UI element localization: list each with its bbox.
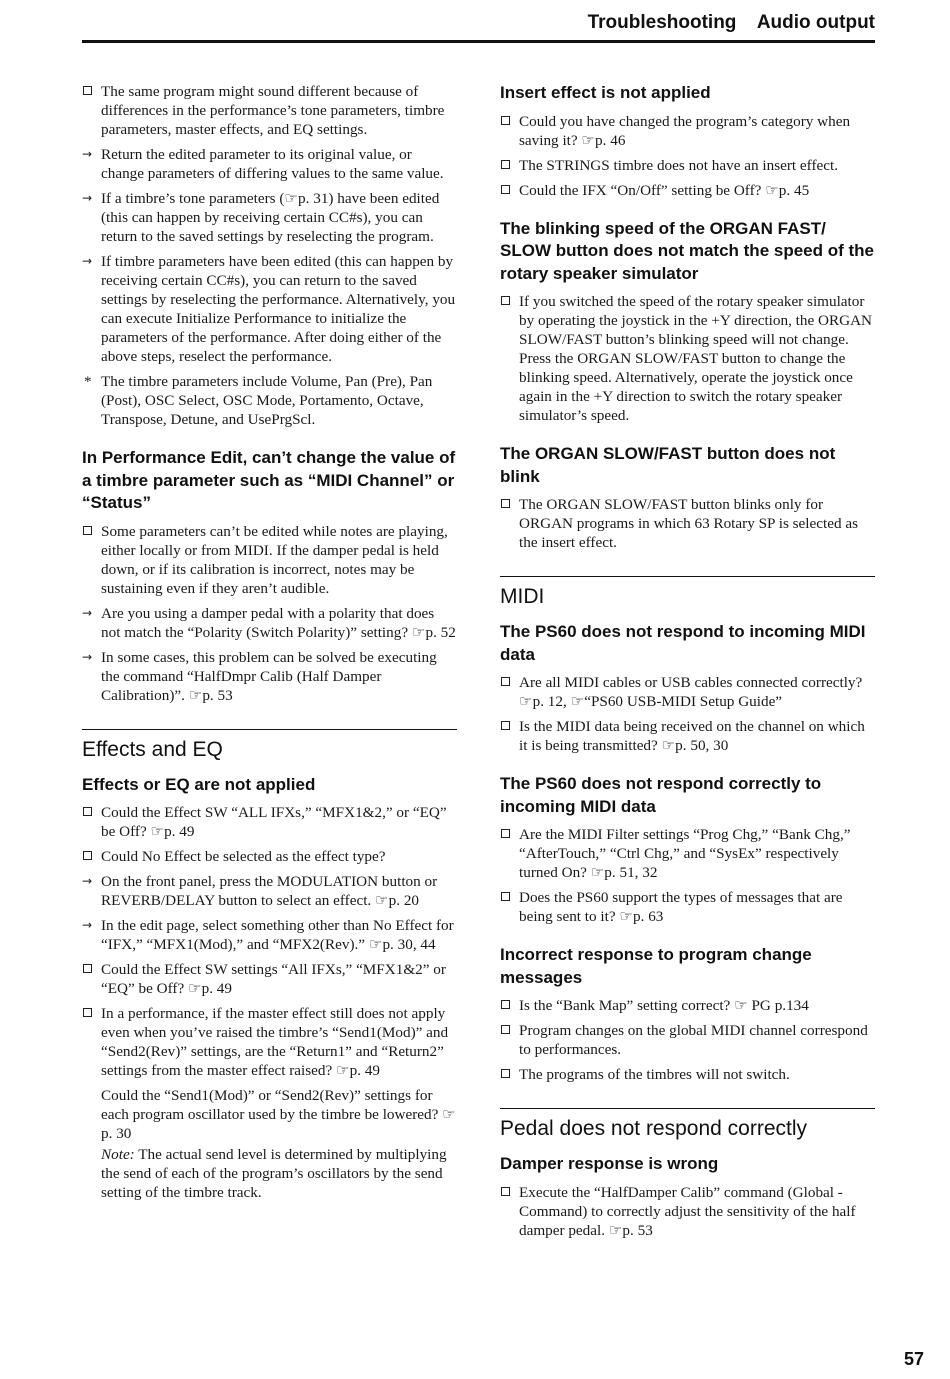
- heading-no-blink: The ORGAN SLOW/FAST button does not blink: [500, 444, 836, 486]
- checkbox-square: [83, 851, 92, 860]
- checkbox-square: [83, 526, 92, 535]
- list-item: [82, 82, 457, 139]
- list-item-text: The STRINGS timbre does not have an insert effect.: [519, 156, 838, 174]
- list-item-text: On the front panel, press the MODULATION button or REVERB/DELAY button to select an effect. ☞p. 20: [101, 873, 438, 909]
- list-item-text: The programs of the timbres will not switch.: [519, 1066, 790, 1083]
- arrow-right-icon: →: [82, 918, 93, 932]
- list-item: [82, 604, 457, 642]
- heading-effects-not-applied: Effects or EQ are not applied: [82, 774, 316, 794]
- list-item: [500, 292, 875, 425]
- list-item-text: Could you have changed the program’s category when saving it? ☞p. 46: [519, 112, 851, 149]
- checkbox-square: [501, 1000, 510, 1009]
- checkbox-square: [501, 1025, 510, 1034]
- list-item: [82, 872, 457, 910]
- section-effects-and-eq: [82, 729, 457, 1203]
- asterisk-icon: *: [84, 373, 92, 390]
- arrow-right-icon: →: [82, 874, 93, 888]
- list-item: [82, 145, 457, 183]
- page-header: [82, 12, 875, 43]
- checkbox-square: [501, 185, 510, 194]
- header-title: Troubleshooting Audio output: [587, 12, 875, 33]
- section-midi: [500, 576, 875, 1084]
- list-item-text: Are the MIDI Filter settings “Prog Chg,” “Bank Chg,” “AfterTouch,” “Ctrl Chg,” and “SysEx” respectively turned On? ☞p. 51, 32: [519, 826, 851, 881]
- section-title-effects: Effects and EQ: [82, 737, 223, 761]
- effects-paragraph: Could the “Send1(Mod)” or “Send2(Rev)” settings for each program oscillator used by the timbre be lowered? ☞p. 30: [101, 1087, 456, 1142]
- list-item-text: Are all MIDI cables or USB cables connected correctly? ☞p. 12, ☞“PS60 USB-MIDI Setup Guide”: [519, 674, 863, 710]
- intro-list: [82, 82, 457, 429]
- note-paragraph: [82, 1145, 457, 1202]
- checkbox-square: [83, 86, 92, 95]
- list-item-text: Some parameters can’t be edited while notes are playing, either locally or from MIDI. If the damper pedal is held down, or if its calibration is incorrect, notes may be sustaining even if they aren’t audible.: [101, 522, 448, 597]
- insert-effect-list: [500, 112, 875, 200]
- midi-incorrect-list: [500, 825, 875, 926]
- checkbox-square: [501, 677, 510, 686]
- list-item: [500, 888, 875, 926]
- effects-list: [82, 803, 457, 1080]
- list-item-text: Does the PS60 support the types of messages that are being sent to it? ☞p. 63: [519, 889, 843, 925]
- checkbox-square: [83, 1008, 92, 1017]
- checkbox-square: [501, 829, 510, 838]
- section-title-midi: MIDI: [500, 585, 545, 608]
- list-item: [500, 112, 875, 150]
- checkbox-square: [501, 296, 510, 305]
- arrow-right-icon: →: [82, 147, 93, 161]
- checkbox-square: [501, 1069, 510, 1078]
- list-item-text: The same program might sound different because of differences in the performance’s tone parameters, timbre parameters, master effects, and EQ settings.: [101, 83, 445, 138]
- list-item-text: Could the Effect SW settings “All IFXs,” “MFX1&2” or “EQ” be Off? ☞p. 49: [101, 961, 446, 997]
- heading-program-change: Incorrect response to program change messages: [500, 945, 812, 987]
- list-item-text: The timbre parameters include Volume, Pan (Pre), Pan (Post), OSC Select, OSC Mode, Portamento, Octave, Transpose, Detune, and UsePrgScl.: [101, 373, 433, 428]
- list-item: [82, 916, 457, 954]
- list-item-text: Are you using a damper pedal with a polarity that does not match the “Polarity (Switch Polarity)” setting? ☞p. 52: [101, 604, 456, 641]
- list-item-text: Return the edited parameter to its original value, or change parameters of differing values to the same value.: [101, 146, 444, 182]
- list-item-text: In a performance, if the master effect still does not apply even when you’ve raised the timbre’s “Send1(Mod)” and “Send2(Rev)” settings, are the “Return1” and “Return2” settings from the master effect raised? ☞p. 49: [101, 1005, 449, 1079]
- right-column: [500, 82, 875, 1246]
- program-change-list: [500, 996, 875, 1084]
- list-item-text: Is the “Bank Map” setting correct? ☞ PG p.134: [519, 997, 809, 1014]
- list-item: [82, 847, 457, 866]
- list-item: [82, 372, 457, 429]
- arrow-right-icon: →: [82, 254, 93, 268]
- checkbox-square: [501, 499, 510, 508]
- page-number: 57: [903, 1349, 924, 1369]
- list-item-text: Could No Effect be selected as the effect type?: [101, 848, 386, 865]
- checkbox-square: [501, 892, 510, 901]
- list-item: [500, 156, 875, 175]
- checkbox-square: [501, 160, 510, 169]
- blinking-speed-list: [500, 292, 875, 425]
- section-title-pedal: Pedal does not respond correctly: [500, 1117, 808, 1140]
- list-item: [82, 960, 457, 998]
- heading-midi-incorrect: The PS60 does not respond correctly to incoming MIDI data: [500, 774, 822, 816]
- arrow-right-icon: →: [82, 649, 93, 664]
- list-item: [500, 1065, 875, 1084]
- heading-blinking-speed: The blinking speed of the ORGAN FAST/ SLOW button does not match the speed of the rotary speaker simulator: [500, 218, 874, 283]
- list-item: [82, 252, 457, 366]
- list-item: [82, 803, 457, 841]
- list-item: [500, 825, 875, 882]
- arrow-right-icon: →: [82, 191, 93, 205]
- heading-damper: Damper response is wrong: [500, 1154, 719, 1173]
- list-item-text: In some cases, this problem can be solved be executing the command “HalfDmpr Calib (Half Damper Calibration)”. ☞p. 53: [101, 648, 437, 704]
- list-item: [500, 717, 875, 755]
- list-item-text: Program changes on the global MIDI channel correspond to performances.: [519, 1022, 868, 1058]
- left-column: [82, 82, 457, 1204]
- checkbox-square: [83, 964, 92, 973]
- list-item-text: Could the IFX “On/Off” setting be Off? ☞p. 45: [519, 181, 810, 199]
- midi-no-response-list: [500, 673, 875, 755]
- list-item-text: If timbre parameters have been edited (this can happen by receiving certain CC#s), you can return to the saved settings by reselecting the performance. Alternatively, you can execute Initialize Performance to initialize the parameters of the performance. After doing either of the above steps, reselect the performance.: [101, 253, 456, 365]
- no-blink-list: [500, 495, 875, 552]
- list-item: [82, 189, 457, 246]
- note-label: Note:: [101, 1146, 135, 1163]
- list-item: [500, 1021, 875, 1059]
- list-item: [500, 1183, 875, 1240]
- heading-midi-no-response: The PS60 does not respond to incoming MIDI data: [500, 622, 866, 664]
- arrow-right-icon: →: [82, 605, 93, 620]
- list-item-text: In the edit page, select something other than No Effect for “IFX,” “MFX1(Mod),” and “MFX2(Rev).” ☞p. 30, 44: [101, 917, 454, 953]
- list-item-text: Is the MIDI data being received on the channel on which it is being transmitted? ☞p. 50, 30: [519, 718, 865, 754]
- checkbox-square: [501, 1187, 510, 1196]
- list-item-text: If a timbre’s tone parameters (☞p. 31) have been edited (this can happen by receiving certain CC#s), you can return to the saved settings by reselecting the program.: [101, 190, 440, 245]
- checkbox-square: [501, 721, 510, 730]
- list-item: [500, 673, 875, 711]
- section-pedal: [500, 1108, 875, 1240]
- heading-insert-effect: Insert effect is not applied: [500, 83, 711, 102]
- list-item-text: The ORGAN SLOW/FAST button blinks only for ORGAN programs in which 63 Rotary SP is selected as the insert effect.: [519, 496, 859, 551]
- list-item-text: If you switched the speed of the rotary speaker simulator by operating the joystick in the +Y direction, the ORGAN SLOW/FAST button’s blinking speed will not change. Press the ORGAN SLOW/FAST button to change the blinking speed. Alternatively, operate the joystick once again in the +Y direction to switch the rotary speaker simulator’s speed.: [519, 293, 873, 424]
- list-item: [500, 996, 875, 1015]
- list-item: [82, 648, 457, 705]
- list-item: [82, 1004, 457, 1080]
- list-item: [500, 495, 875, 552]
- checkbox-square: [501, 116, 510, 125]
- heading-performance-edit: In Performance Edit, can’t change the value of a timbre parameter such as “MIDI Channel” or “Status”: [82, 448, 456, 512]
- list-item: [500, 181, 875, 200]
- list-item: [82, 522, 457, 598]
- performance-edit-list: [82, 522, 457, 705]
- checkbox-square: [83, 807, 92, 816]
- damper-list: [500, 1183, 875, 1240]
- list-item-text: Could the Effect SW “ALL IFXs,” “MFX1&2,” or “EQ” be Off? ☞p. 49: [101, 804, 447, 840]
- list-item-text: Execute the “HalfDamper Calib” command (Global - Command) to correctly adjust the sensitivity of the half damper pedal. ☞p. 53: [519, 1183, 856, 1239]
- note-text: The actual send level is determined by multiplying the send of each of the program’s oscillators by the send setting of the timbre track.: [101, 1146, 447, 1201]
